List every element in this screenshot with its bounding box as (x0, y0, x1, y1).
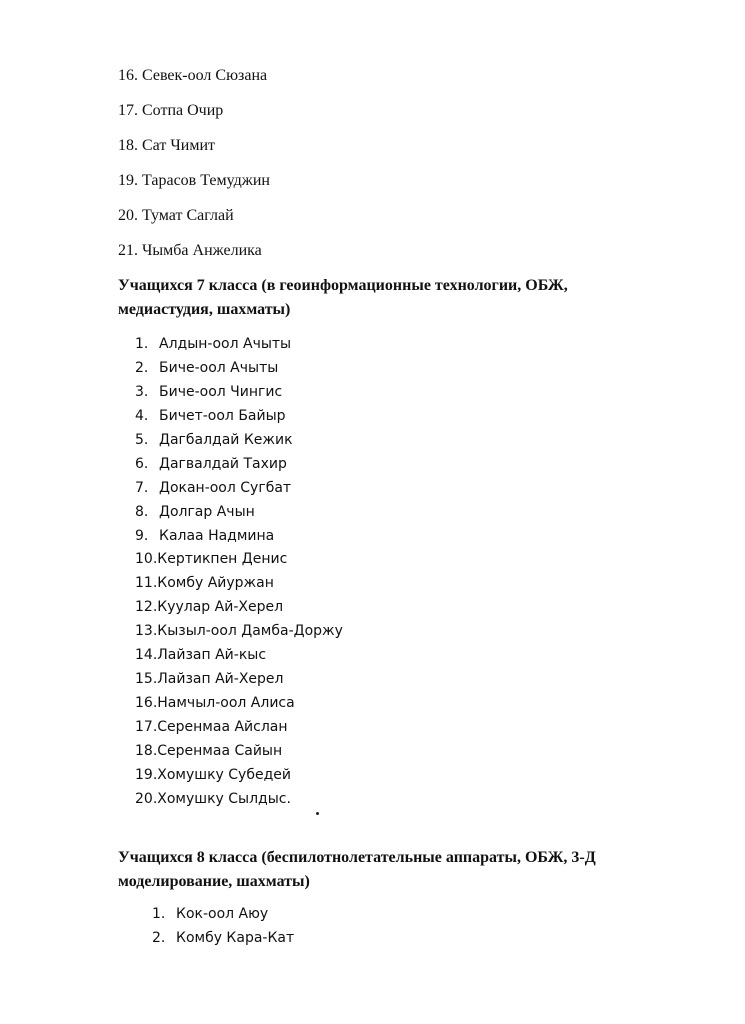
student-name: Комбу Айуржан (157, 575, 274, 592)
student-name: Алдын-оол Ачыты (159, 336, 292, 352)
list-item (135, 524, 343, 548)
list-item (135, 691, 343, 715)
list-item (135, 619, 343, 643)
list-item (135, 787, 343, 811)
student-name: Хомушку Сылдыс. (157, 790, 291, 807)
student-name: Дагбалдай Кежик (159, 431, 293, 448)
list-item (135, 452, 343, 476)
grade7-heading: Учащихся 7 класса (в геоинформационные технологии, ОБЖ, медиастудия, шахматы) (118, 277, 568, 318)
list-item (152, 902, 294, 926)
item-number: 13. (135, 623, 158, 640)
list-item (135, 547, 343, 571)
grade8-heading: Учащихся 8 класса (беспилотнолетательные аппараты, ОБЖ, 3-Д моделирование, шахматы) (118, 849, 596, 890)
list-item (135, 428, 343, 452)
item-number: 1. (135, 336, 149, 352)
student-name: Биче-оол Ачыты (159, 359, 279, 376)
list-item (135, 500, 343, 524)
student-name: Серенмаа Сайын (157, 742, 283, 759)
student-name: Дагвалдай Тахир (159, 455, 287, 472)
student-name: Серенмаа Айслан (157, 719, 288, 735)
student-name: Калаа Надмина (159, 527, 275, 544)
list-item (135, 356, 343, 380)
item-number: 5. (135, 431, 149, 448)
list-item (135, 571, 343, 595)
item-number: 10. (135, 551, 158, 568)
item-number: 15. (135, 671, 158, 688)
list-item (135, 404, 343, 428)
item-number: 17. (135, 719, 158, 735)
list-item (152, 926, 294, 950)
item-number: 7. (135, 479, 149, 496)
student-name: Бичет-оол Байыр (159, 407, 286, 424)
item-number: 4. (135, 407, 149, 424)
list-item (135, 643, 343, 667)
list-item (135, 332, 343, 356)
item-number: 12. (135, 599, 158, 616)
item-number: 11. (135, 575, 158, 592)
ink-dot (316, 812, 319, 815)
list-item: 21. Чымба Анжелика (118, 242, 262, 259)
student-name: Докан-оол Сугбат (159, 479, 292, 496)
item-number: 16. (135, 695, 158, 712)
item-number: 18. (135, 742, 158, 759)
grade7-student-list (135, 332, 343, 811)
item-number: 19. (135, 766, 158, 783)
list-item (135, 380, 343, 404)
student-name: Кызыл-оол Дамба-Доржу (157, 623, 343, 640)
list-item (135, 476, 343, 500)
list-item (135, 595, 343, 619)
list-item: 17. Сотпа Очир (118, 102, 224, 119)
grade8-student-list (152, 902, 294, 950)
list-item (135, 763, 343, 787)
list-item (135, 667, 343, 691)
student-name: Куулар Ай-Херел (157, 599, 284, 616)
student-name: Кертикпен Денис (157, 551, 288, 568)
student-name: Хомушку Субедей (157, 766, 291, 783)
student-name: Комбу Кара-Кат (176, 930, 295, 946)
item-number: 9. (135, 527, 149, 544)
student-list-continued (118, 64, 270, 274)
list-item: 19. Тарасов Темуджин (118, 172, 270, 189)
student-name: Биче-оол Чингис (159, 383, 283, 400)
list-item (135, 739, 343, 763)
list-item: 18. Сат Чимит (118, 137, 215, 154)
item-number: 2. (135, 359, 149, 376)
item-number: 8. (135, 503, 149, 520)
student-name: Долгар Ачын (159, 503, 255, 520)
list-item: 20. Тумат Саглай (118, 207, 234, 224)
item-number: 3. (135, 383, 149, 400)
student-name: Лайзап Ай-Херел (157, 671, 284, 688)
student-name: Лайзап Ай-кыс (157, 647, 267, 664)
list-item: 16. Севек-оол Сюзана (118, 67, 268, 84)
item-number: 6. (135, 455, 149, 472)
item-number: 14. (135, 647, 158, 664)
student-name: Намчыл-оол Алиса (157, 695, 295, 712)
item-number: 1. (152, 906, 166, 922)
student-name: Кок-оол Аюу (176, 906, 269, 922)
item-number: 20. (135, 790, 158, 807)
list-item (135, 715, 343, 739)
item-number: 2. (152, 930, 166, 946)
